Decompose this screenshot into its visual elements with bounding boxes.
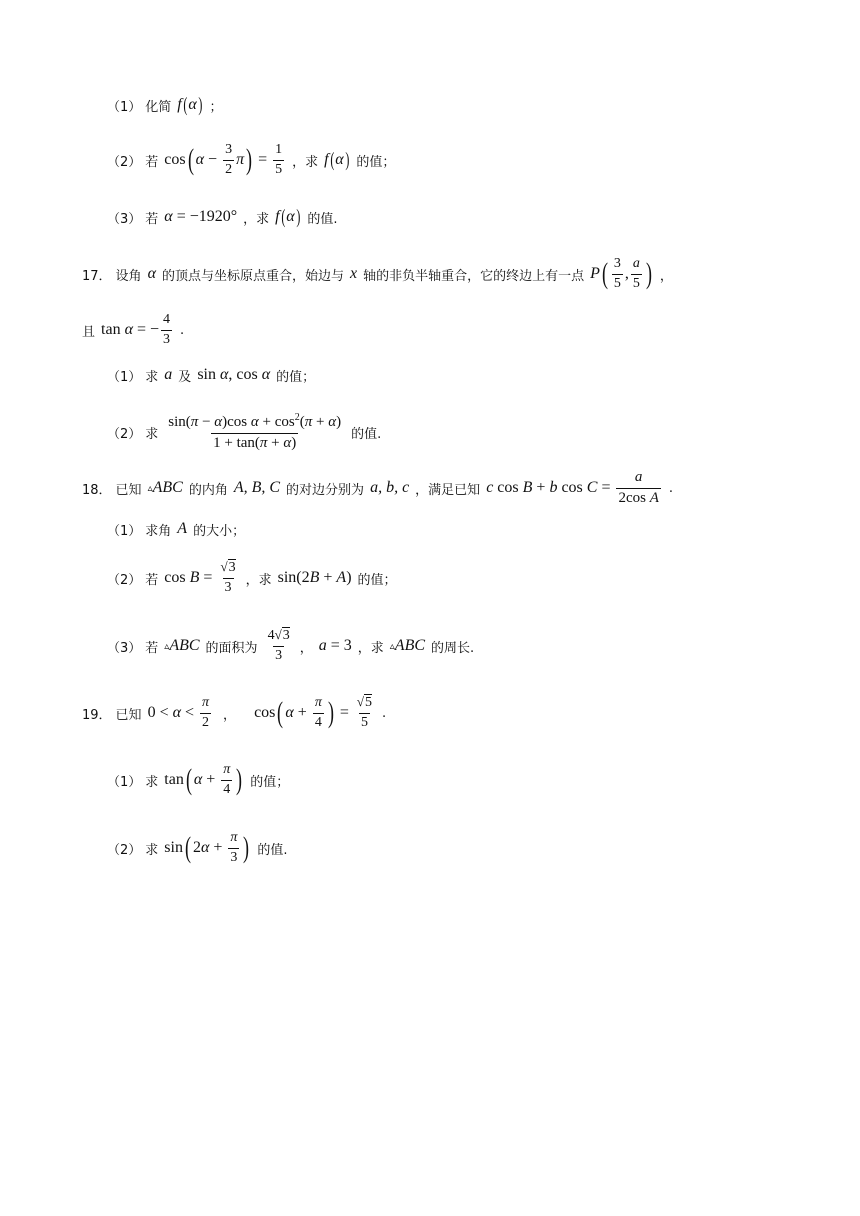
- q16-part1: [107, 85, 223, 125]
- math-expr: a = 3: [318, 637, 352, 654]
- text: ，求: [245, 572, 272, 588]
- part-label: （2）: [107, 842, 142, 858]
- q18-part2: [107, 558, 397, 598]
- q17-stem-cont: [82, 310, 184, 350]
- text: 求: [145, 842, 159, 858]
- text: 的值；: [357, 572, 397, 588]
- part-label: （1）: [107, 99, 142, 115]
- part-label: （1）: [107, 774, 142, 790]
- text: .: [382, 705, 387, 721]
- q16-part2: [107, 140, 395, 180]
- text: 的值；: [276, 369, 316, 385]
- text: ，满足已知: [415, 482, 481, 498]
- text: 的面积为: [205, 640, 258, 656]
- text: .: [668, 480, 674, 496]
- text: 已知: [115, 482, 142, 498]
- text: 化简: [145, 99, 172, 115]
- math-expr: α = −1920°: [164, 208, 238, 225]
- text: 轴的非负半轴重合，它的终边上有一点: [363, 268, 585, 284]
- part-label: （3）: [107, 640, 142, 656]
- text: 的值.: [307, 211, 338, 227]
- q16-part3: [107, 197, 338, 237]
- math-expr: cos ( α + $\frac{\pi}{4}$ ) = $\frac{√5}{5}$: [254, 694, 373, 730]
- text: 求: [145, 426, 159, 442]
- text: ；: [209, 99, 223, 115]
- math-expr: c cos B + b cos C = $\frac{a}{\text{2cos A}}$: [486, 469, 659, 506]
- text: 的值.: [351, 426, 382, 442]
- math-expr: A, B, C: [233, 479, 281, 496]
- text: ，: [223, 707, 237, 723]
- text: 求: [145, 774, 159, 790]
- text: 的大小；: [193, 523, 246, 539]
- q19-part1: [107, 760, 289, 800]
- q17-stem: [82, 254, 673, 294]
- math-expr: cos ( α − $\frac{3}{2}$ π ) = $\frac{1}{5}$: [164, 142, 283, 177]
- q17-part1: [107, 355, 315, 395]
- math-expr: tan α = − $\frac{4}{3}$: [101, 312, 171, 347]
- text: 的值；: [250, 774, 290, 790]
- math-expr: f ( α ): [177, 94, 203, 116]
- text: 已知: [115, 707, 142, 723]
- math-expr: f ( α ): [324, 149, 349, 171]
- q17-part2: [107, 412, 381, 452]
- text: 求角: [145, 523, 172, 539]
- math-expr: α: [147, 265, 156, 282]
- math-expr: sin ( 2 α + $\frac{\pi}{3}$ ): [164, 830, 250, 865]
- text: 的内角: [188, 482, 228, 498]
- text: 的周长.: [431, 640, 475, 656]
- q18-part3: [107, 626, 474, 666]
- math-expr: $\frac{4√3}{3}$: [267, 627, 290, 663]
- math-expr: x: [349, 265, 358, 282]
- part-label: （3）: [107, 211, 142, 227]
- text: 且: [82, 324, 96, 340]
- text: ，: [299, 640, 313, 656]
- math-expr: sin α , cos α: [197, 366, 271, 383]
- math-expr: tan ( α + $\frac{\pi}{4}$ ): [164, 762, 243, 797]
- part-label: （1）: [107, 523, 142, 539]
- part-label: （1）: [107, 369, 142, 385]
- q18-stem: [82, 468, 673, 508]
- math-expr: ▵ ABC: [147, 479, 183, 496]
- q18-part1: [107, 509, 245, 549]
- math-expr: ▵ ABC: [164, 637, 200, 654]
- math-expr: sin(2 B + A ): [277, 569, 352, 586]
- text: 若: [145, 154, 159, 170]
- text: ，求: [357, 640, 384, 656]
- math-expr: a: [164, 366, 173, 383]
- part-label: （2）: [107, 572, 142, 588]
- math-expr: a, b, c: [370, 479, 410, 496]
- text: 的值.: [257, 842, 288, 858]
- math-expr: 0 < α < $\frac{\pi}{2}$: [147, 695, 210, 730]
- question-number: 17．: [82, 268, 112, 284]
- text: 的值；: [356, 154, 396, 170]
- text: .: [180, 322, 185, 338]
- q19-stem: [82, 693, 386, 733]
- question-number: 19．: [82, 707, 112, 723]
- text: 若: [145, 640, 159, 656]
- math-expr: ▵ ABC: [389, 637, 426, 654]
- math-expr: $\frac{\sin(\pi - \alpha)\cos \alpha + \cos^2(\pi + \alpha)}{1 + \tan(\pi + \alpha)}$: [168, 412, 342, 451]
- question-number: 18．: [82, 482, 112, 498]
- text: ，: [659, 268, 673, 284]
- part-label: （2）: [107, 426, 142, 442]
- q19-part2: [107, 828, 288, 868]
- text: 若: [145, 572, 159, 588]
- text: 及: [178, 369, 192, 385]
- text: 若: [145, 211, 159, 227]
- text: 设角: [115, 268, 142, 284]
- math-expr: A: [177, 520, 188, 537]
- text: 求: [145, 369, 159, 385]
- math-expr: P ( $\frac{3}{5}$ , $\frac{a}{5}$ ): [590, 256, 652, 291]
- text: ，求: [243, 211, 270, 227]
- text: 的顶点与坐标原点重合，始边与: [161, 268, 344, 284]
- part-label: （2）: [107, 154, 142, 170]
- math-expr: f ( α ): [275, 206, 301, 228]
- math-expr: cos B = $\frac{√3}{3}$: [164, 559, 236, 595]
- text: 的对边分别为: [286, 482, 365, 498]
- text: ，求: [292, 154, 319, 170]
